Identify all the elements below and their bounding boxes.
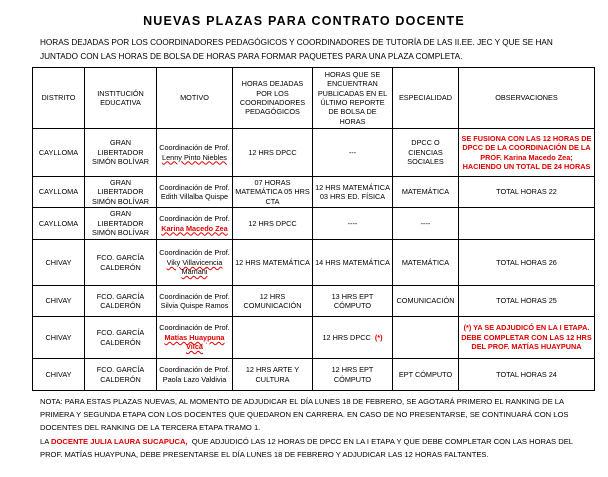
motivo-prefix: Coordinación de Prof. [159, 323, 230, 333]
table-header-row [33, 68, 595, 129]
cell-especialidad: EPT CÓMPUTO [393, 359, 459, 391]
table-row [33, 177, 595, 208]
cell-distrito: CHIVAY [33, 359, 85, 391]
cell-institucion: FCO. GARCÍA CALDERÓN [85, 317, 157, 359]
cell-motivo [157, 240, 233, 286]
header-horas-bolsa: HORAS QUE SE ENCUENTRAN PUBLICADAS EN EL ÚLTIMO REPORTE DE BOLSA DE HORAS [313, 68, 393, 129]
cell-especialidad: MATEMÁTICA [393, 177, 459, 208]
cell-motivo [157, 317, 233, 359]
cell-distrito: CAYLLOMA [33, 177, 85, 208]
cell-horas-bolsa: 14 HRS MATEMÁTICA [313, 240, 393, 286]
motivo-name: Karina Macedo Zea [161, 223, 228, 233]
cell-observaciones [459, 208, 595, 240]
note2-prefix: LA [40, 437, 49, 446]
cell-especialidad: MATEMÁTICA [393, 240, 459, 286]
cell-horas-bolsa [313, 317, 393, 359]
cell-especialidad: DPCC O CIENCIAS SOCIALES [393, 129, 459, 177]
cell-horas-dejadas: 12 HRS COMUNICACIÓN [233, 286, 313, 317]
header-horas-dejadas: HORAS DEJADAS POR LOS COORDINADORES PEDAGÓGICOS [233, 68, 313, 129]
cell-observaciones: TOTAL HORAS 24 [459, 359, 595, 391]
motivo-prefix: Coordinación de Prof. [159, 214, 230, 224]
header-especialidad: ESPECIALIDAD [393, 68, 459, 129]
cell-horas-bolsa: --- [313, 129, 393, 177]
motivo-prefix: Coordinación de Prof. [159, 365, 230, 375]
motivo-prefix: Coordinación de Prof. [159, 248, 230, 258]
table-row [33, 359, 595, 391]
motivo-name: Viky Villavicencia Mamani [166, 257, 223, 277]
table-row [33, 286, 595, 317]
cell-institucion: FCO. GARCÍA CALDERÓN [85, 359, 157, 391]
note2-docente-name: DOCENTE JULIA LAURA SUCAPUCA, [51, 437, 188, 446]
header-distrito: DISTRITO [33, 68, 85, 129]
cell-distrito: CAYLLOMA [33, 208, 85, 240]
cell-distrito: CHIVAY [33, 317, 85, 359]
cell-horas-dejadas: 12 HRS MATEMÁTICA [233, 240, 313, 286]
note-paragraph: NOTA: PARA ESTAS PLAZAS NUEVAS, AL MOMENTO DE ADJUDICAR EL DÍA LUNES 18 DE FEBRERO, SE AGOTARÁ PRIMERO EL RANKING DE LA PRIMERA Y SEGUNDA ETAPA CON LOS DOCENTES QUE QUEDARON EN CARRERA. EN CASO DE NO PRESENTARSE, SE CONTINUARÁ CON LOS DOCENTES DEL RANKING DE LA TERCERA ETAPA TRAMO 1. [40, 397, 569, 432]
cell-horas-dejadas: 12 HRS DPCC [233, 129, 313, 177]
cell-horas-dejadas: 12 HRS DPCC [233, 208, 313, 240]
cell-institucion: GRAN LIBERTADOR SIMÓN BOLÍVAR [85, 129, 157, 177]
horas-bolsa-value: 12 HRS DPCC [322, 332, 371, 342]
plazas-table [32, 67, 595, 391]
cell-institucion: GRAN LIBERTADOR SIMÓN BOLÍVAR [85, 177, 157, 208]
header-motivo: MOTIVO [157, 68, 233, 129]
motivo-name: Matías Huaypuna Vilca [164, 332, 225, 352]
cell-horas-bolsa: 12 HRS EPT CÓMPUTO [313, 359, 393, 391]
cell-distrito: CHIVAY [33, 240, 85, 286]
cell-especialidad: COMUNICACIÓN [393, 286, 459, 317]
cell-especialidad: ---- [393, 208, 459, 240]
motivo-name: Silvia Quispe Ramos [160, 301, 229, 310]
cell-motivo [157, 208, 233, 240]
cell-distrito: CAYLLOMA [33, 129, 85, 177]
cell-institucion: GRAN LIBERTADOR SIMÓN BOLÍVAR [85, 208, 157, 240]
cell-horas-bolsa: ---- [313, 208, 393, 240]
motivo-prefix: Coordinación de Prof. [159, 143, 230, 153]
cell-horas-bolsa: 12 HRS MATEMÁTICA 03 HRS ED. FÍSICA [313, 177, 393, 208]
motivo-name: Lenny Pinto Niebles [162, 152, 227, 162]
cell-especialidad [393, 317, 459, 359]
intro-paragraph: HORAS DEJADAS POR LOS COORDINADORES PEDAGÓGICOS Y COORDINADORES DE TUTORÍA DE LAS II.EE. JEC Y QUE SE HAN JUNTADO CON LAS HORAS DE BOLSA DE HORAS PARA FORMAR PAQUETES PARA UNA PLAZA COMPLETA. [40, 38, 553, 61]
cell-observaciones: TOTAL HORAS 22 [459, 177, 595, 208]
cell-observaciones: TOTAL HORAS 26 [459, 240, 595, 286]
motivo-name: Paola Lazo Valdivia [162, 374, 227, 384]
table-row [33, 208, 595, 240]
cell-motivo [157, 129, 233, 177]
table-row [33, 240, 595, 286]
cell-observaciones: (*) YA SE ADJUDICÓ EN LA I ETAPA. DEBE COMPLETAR CON LAS 12 HRS DEL PROF. MATÍAS HUAYPUNA [459, 317, 595, 359]
header-institucion: INSTITUCIÓN EDUCATIVA [85, 68, 157, 129]
asterisk-mark: (*) [374, 332, 383, 342]
cell-motivo [157, 177, 233, 208]
cell-motivo [157, 286, 233, 317]
note2-rest: QUE ADJUDICÓ LAS 12 HORAS DE DPCC EN LA I ETAPA Y QUE DEBE COMPLETAR CON LAS HORAS DEL PROF. MATÍAS HUAYPUNA, DEBE PRESENTARSE EL DÍA LUNES 18 DE FEBRERO Y ADJUDICAR LAS 12 HORAS FALTANTES. [40, 437, 573, 459]
table-row [33, 129, 595, 177]
cell-institucion: FCO. GARCÍA CALDERÓN [85, 286, 157, 317]
motivo-prefix: Coordinación de Prof. [159, 291, 230, 301]
cell-horas-dejadas: 07 HORAS MATEMÁTICA 05 HRS CTA [233, 177, 313, 208]
cell-motivo [157, 359, 233, 391]
page-title: NUEVAS PLAZAS PARA CONTRATO DOCENTE [143, 14, 465, 28]
cell-horas-bolsa: 13 HRS EPT CÓMPUTO [313, 286, 393, 317]
cell-horas-dejadas [233, 317, 313, 359]
note-docente-paragraph [40, 435, 580, 461]
header-observaciones: OBSERVACIONES [459, 68, 595, 129]
table-row [33, 317, 595, 359]
motivo-prefix: Coordinación de Prof. [159, 182, 230, 192]
cell-observaciones: TOTAL HORAS 25 [459, 286, 595, 317]
cell-institucion: FCO. GARCÍA CALDERÓN [85, 240, 157, 286]
motivo-name: Edith Villalba Quispe [160, 192, 229, 201]
cell-horas-dejadas: 12 HRS ARTE Y CULTURA [233, 359, 313, 391]
cell-distrito: CHIVAY [33, 286, 85, 317]
cell-observaciones: SE FUSIONA CON LAS 12 HORAS DE DPCC DE LA COORDINACIÓN DE LA PROF. Karina Macedo Zea; HACIENDO UN TOTAL DE 24 HORAS [459, 129, 595, 177]
